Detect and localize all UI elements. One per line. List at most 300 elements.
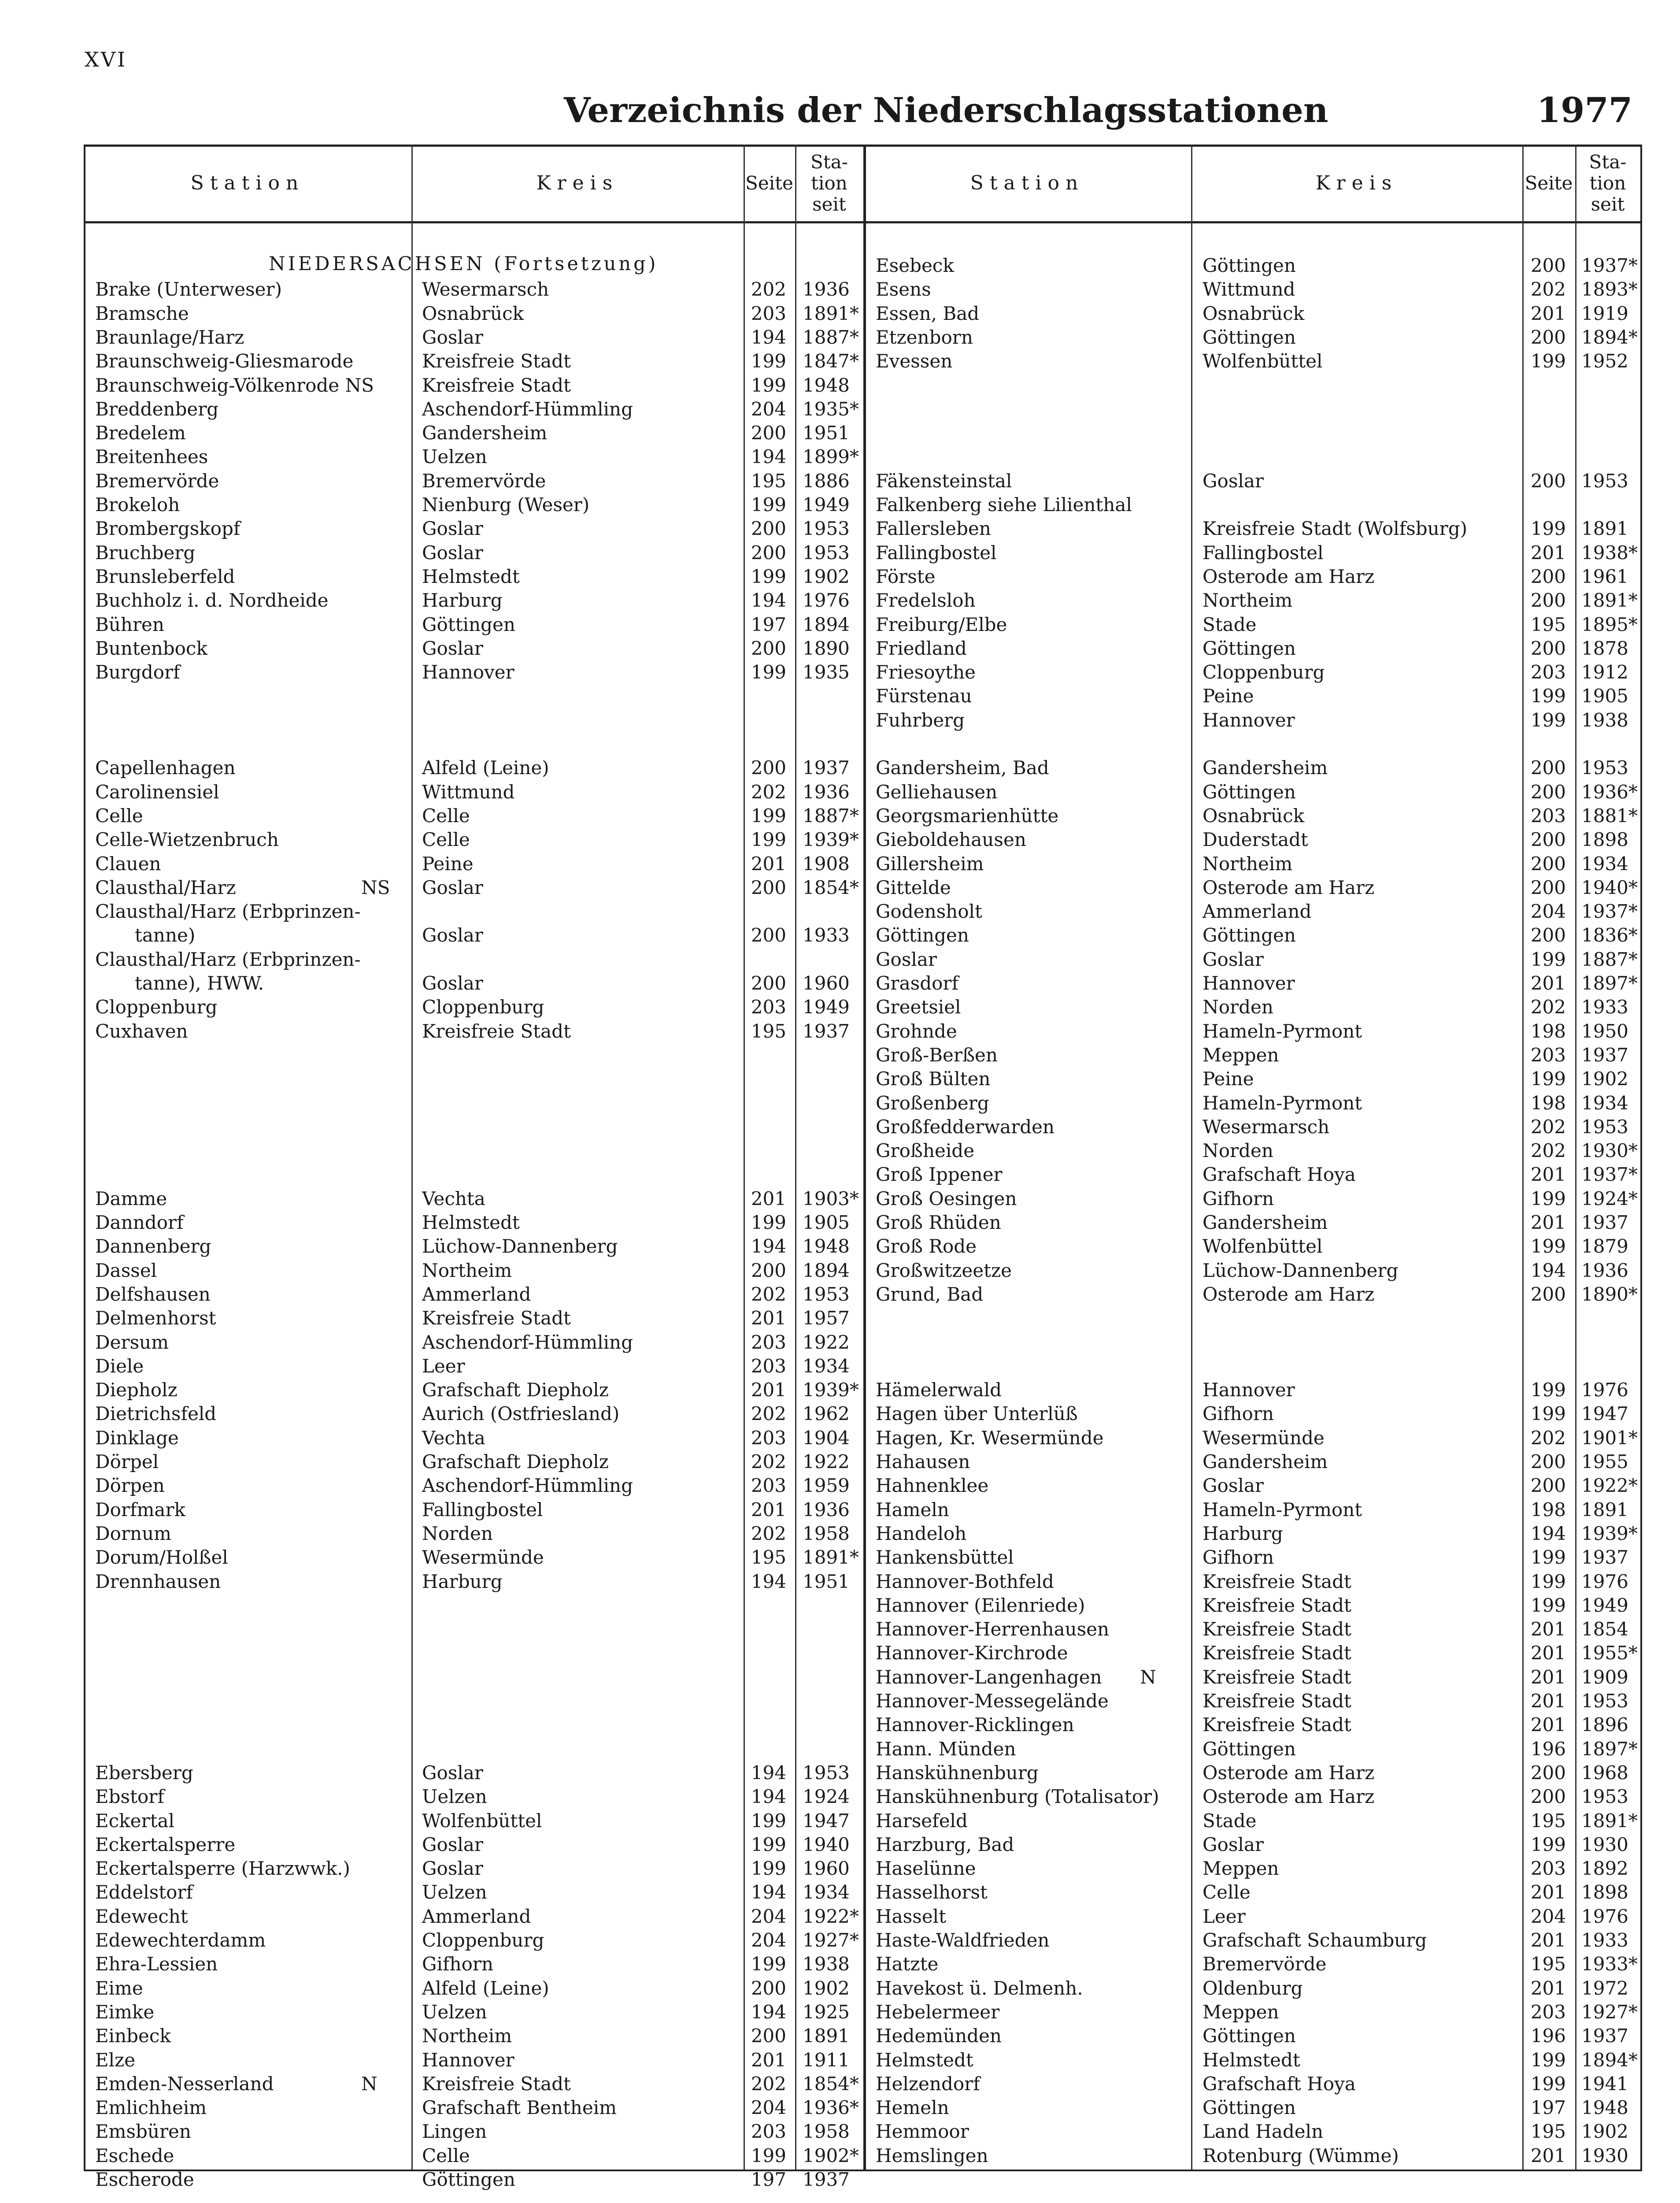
kreis-name: Kreisfreie Stadt [1203,1666,1351,1688]
station-name: Göttingen [876,924,969,946]
seite-number: 201 [1530,1618,1566,1640]
kreis-name: Wesermarsch [422,278,549,300]
station-name: Fredelsloh [876,590,976,612]
station-since: 1959 [803,1475,850,1497]
station-since: 1949 [803,494,850,516]
kreis-name: Hannover [1203,972,1295,994]
station-since: 1909 [1581,1666,1628,1688]
kreis-name: Northeim [1203,590,1293,612]
station-name: Delmenhorst [95,1307,216,1329]
seite-number: 195 [1530,2121,1566,2143]
station-since: 1933* [1581,1953,1638,1975]
table-row [0,1713,1680,1737]
seite-number: 199 [751,494,786,516]
seite-number: 199 [1530,2073,1566,2095]
table-row [0,1450,1680,1474]
page-number: XVI [85,48,127,71]
station-since: 1922 [803,1331,850,1353]
seite-number: 202 [751,1451,786,1472]
station-name: Hannover-Langenhagen [876,1666,1102,1688]
table-row [0,708,1680,732]
station-since: 1953 [1581,1116,1628,1138]
table-row [0,1594,1680,1617]
table-row [0,876,1680,900]
kreis-name: Osterode am Harz [1203,1283,1375,1305]
seite-number: 195 [1530,613,1566,635]
seite-number: 204 [751,398,786,420]
seite-number: 194 [1530,1259,1566,1281]
table-row [0,1163,1680,1187]
station-since: 1949 [803,996,850,1018]
station-since: 1953 [1581,1690,1628,1712]
station-name: Großheide [876,1140,975,1162]
kreis-name: Göttingen [422,2169,515,2190]
station-since: 1953 [1581,1786,1628,1808]
seite-number: 201 [1530,1690,1566,1712]
table-row [0,948,1680,972]
station-name: Diele [95,1355,144,1377]
station-name: Friedland [876,637,967,659]
kreis-name: Oldenburg [1203,1977,1303,1999]
station-since: 1955* [1581,1642,1638,1664]
station-name: Ehra-Lessien [95,1953,218,1975]
table-row [0,1067,1680,1091]
table-row [0,2144,1680,2168]
seite-number: 200 [751,422,786,444]
station-since: 1936 [803,781,850,803]
kreis-name: Hannover [422,2049,514,2071]
station-name: Hämelerwald [876,1379,1002,1401]
station-since: 1948 [803,1235,850,1257]
seite-number: 204 [1530,901,1566,923]
kreis-name: Goslar [1203,1475,1264,1497]
seite-number: 201 [751,1187,786,1209]
table-row [0,1665,1680,1689]
table-row [0,1331,1680,1354]
station-name: Grohnde [876,1020,957,1042]
seite-number: 194 [751,1570,786,1592]
kreis-name: Kreisfreie Stadt [1203,1570,1351,1592]
station-name: Harsefeld [876,1810,968,1832]
table-row [0,1737,1680,1761]
kreis-name: Goslar [422,326,483,348]
kreis-name: Cloppenburg [1203,661,1325,683]
station-name: Dietrichsfeld [95,1403,217,1425]
station-name: Etzenborn [876,326,973,348]
station-since: 1960 [803,972,850,994]
seite-number: 200 [751,1259,786,1281]
station-since: 1924* [1581,1187,1638,1209]
seite-number: 194 [751,446,786,468]
kreis-name: Wesermünde [1203,1427,1325,1449]
kreis-name: Peine [1203,1068,1254,1090]
header-seite: Seite [745,172,793,194]
station-name: Clausthal/Harz (Erbprinzen- [95,948,361,970]
table-row [0,589,1680,612]
station-since: 1922 [803,1451,850,1472]
station-name: Gittelde [876,876,951,898]
seite-number: 203 [751,1355,786,1377]
station-name: Celle [95,805,143,827]
seite-number: 200 [1530,470,1566,492]
kreis-name: Rotenburg (Wümme) [1203,2144,1399,2166]
station-name: Gandersheim, Bad [876,757,1049,779]
station-name: Haselünne [876,1858,976,1880]
seite-number: 201 [1530,1642,1566,1664]
kreis-name: Goslar [422,1833,483,1855]
kreis-name: Duderstadt [1203,829,1308,851]
kreis-name: Alfeld (Leine) [422,1977,549,1999]
station-since: 1901* [1581,1427,1638,1449]
station-since: 1887* [1581,948,1638,970]
header-station: Station [970,172,1084,194]
station-since: 1941 [1581,2073,1628,2095]
station-name: Clausthal/Harz (Erbprinzen- [95,901,361,923]
header-station-seit: Sta- tion seit [810,151,848,215]
station-name: Dörpen [95,1475,165,1497]
table-row [0,2024,1680,2048]
station-name: Friesoythe [876,661,976,683]
seite-number: 199 [1530,2049,1566,2071]
station-since: 1911 [803,2049,850,2071]
seite-number: 199 [751,805,786,827]
station-name: Havekost ü. Delmenh. [876,1977,1083,1999]
seite-number: 199 [1530,350,1566,372]
kreis-name: Goslar [422,876,483,898]
kreis-name: Vechta [422,1187,485,1209]
station-since: 1939* [1581,1522,1638,1544]
station-name: Hannover-Bothfeld [876,1570,1054,1592]
station-since: 1933 [1581,996,1628,1018]
table-row [0,1235,1680,1258]
station-name: Eddelstorf [95,1881,193,1903]
kreis-name: Harburg [422,590,503,612]
station-name: Clausthal/Harz [95,876,236,898]
station-name: Hedemünden [876,2025,1002,2047]
seite-number: 195 [1530,1953,1566,1975]
station-since: 1937* [1581,1164,1638,1186]
station-since: 1854* [803,2073,859,2095]
station-since: 1854* [803,876,859,898]
station-name: Capellenhagen [95,757,236,779]
station-since: 1950 [1581,1020,1628,1042]
kreis-name: Osterode am Harz [1203,876,1375,898]
kreis-name: Leer [1203,1905,1246,1927]
kreis-name: Ammerland [422,1283,531,1305]
table-row [0,374,1680,397]
table-row [0,1020,1680,1043]
seite-number: 203 [1530,661,1566,683]
kreis-name: Hameln-Pyrmont [1203,1498,1362,1521]
station-since: 1935 [803,661,850,683]
kreis-name: Göttingen [1203,2025,1296,2047]
station-name: Hahausen [876,1451,970,1472]
station-since: 1933 [1581,1929,1628,1951]
station-name: Damme [95,1187,167,1209]
station-name: Hann. Münden [876,1738,1016,1760]
seite-number: 200 [1530,1762,1566,1784]
station-name: Edewecht [95,1905,188,1927]
station-name: Helzendorf [876,2073,980,2095]
station-name: Eime [95,1977,143,1999]
table-row [0,900,1680,923]
table-row [0,2096,1680,2120]
kreis-name: Lüchow-Dannenberg [1203,1259,1399,1281]
station-name: Eckertalsperre (Harzwwk.) [95,1858,350,1880]
kreis-name: Uelzen [422,446,487,468]
station-since: 1962 [803,1403,850,1425]
table-row [0,780,1680,804]
station-since: 1930* [1581,1140,1638,1162]
seite-number: 201 [1530,541,1566,564]
seite-number: 201 [751,1498,786,1521]
station-since: 1898 [1581,829,1628,851]
seite-number: 200 [1530,1283,1566,1305]
kreis-name: Grafschaft Schaumburg [1203,1929,1427,1951]
station-since: 1952 [1581,350,1628,372]
station-name: Dorfmark [95,1498,185,1521]
station-since: 1891* [803,1547,859,1569]
station-since: 1949 [1581,1594,1628,1616]
seite-number: 203 [751,2121,786,2143]
kreis-name: Bremervörde [1203,1953,1327,1975]
kreis-name: Gandersheim [1203,1212,1328,1233]
station-since: 1957 [803,1307,850,1329]
kreis-name: Fallingbostel [422,1498,543,1521]
station-name: Hannover (Eilenriede) [876,1594,1085,1616]
seite-number: 202 [751,1283,786,1305]
seite-number: 200 [1530,326,1566,348]
kreis-name: Grafschaft Diepholz [422,1451,609,1472]
network-tag: N [1140,1666,1156,1688]
seite-number: 195 [1530,1810,1566,1832]
station-since: 1899* [803,446,859,468]
kreis-name: Celle [422,2144,470,2166]
header-seite: Seite [1525,172,1573,194]
kreis-name: Helmstedt [422,1212,520,1233]
table-row [0,923,1680,947]
seite-number: 200 [1530,590,1566,612]
seite-number: 200 [1530,924,1566,946]
station-name: Helmstedt [876,2049,973,2071]
station-name: tanne), HWW. [135,972,264,994]
table-row [0,1091,1680,1115]
kreis-name: Meppen [1203,1044,1279,1066]
header-bottom-rule [84,221,1640,223]
seite-number: 197 [751,613,786,635]
station-since: 1892 [1581,1858,1628,1880]
kreis-name: Meppen [1203,1858,1279,1880]
seite-number: 200 [751,2025,786,2047]
kreis-name: Kreisfreie Stadt [1203,1618,1351,1640]
kreis-name: Gandersheim [422,422,548,444]
kreis-name: Gifhorn [1203,1403,1274,1425]
station-since: 1940* [1581,876,1638,898]
station-since: 1902 [1581,1068,1628,1090]
table-row [0,1259,1680,1283]
seite-number: 201 [1530,1212,1566,1233]
seite-number: 194 [751,2001,786,2023]
table-row [0,469,1680,493]
station-name: Essen, Bad [876,302,980,324]
seite-number: 201 [751,853,786,875]
kreis-name: Kreisfreie Stadt [422,374,571,396]
page-title: Verzeichnis der Niederschlagsstationen [564,90,1328,130]
page-year: 1977 [1536,90,1632,130]
kreis-name: Kreisfreie Stadt [1203,1690,1351,1712]
station-name: Gelliehausen [876,781,998,803]
station-name: tanne) [135,924,196,946]
station-since: 1936 [803,278,850,300]
seite-number: 196 [1530,2025,1566,2047]
station-name: Großwitzeetze [876,1259,1012,1281]
station-since: 1934 [1581,1092,1628,1114]
seite-number: 199 [751,350,786,372]
seite-number: 195 [751,1020,786,1042]
kreis-name: Goslar [422,1762,483,1784]
station-name: Fallingbostel [876,541,997,564]
seite-number: 195 [751,470,786,492]
seite-number: 200 [1530,853,1566,875]
station-since: 1961 [1581,565,1628,587]
table-row [0,1211,1680,1235]
table-row [0,1617,1680,1641]
table-row [0,1905,1680,1929]
kreis-name: Helmstedt [422,565,520,587]
station-since: 1938* [1581,541,1638,564]
table-row [0,1785,1680,1809]
station-since: 1968 [1581,1762,1628,1784]
kreis-name: Goslar [1203,948,1264,970]
seite-number: 194 [751,590,786,612]
seite-number: 200 [1530,1451,1566,1472]
station-since: 1939* [803,1379,859,1401]
table-row [0,1283,1680,1306]
station-name: Escherode [95,2169,194,2190]
station-name: Hemmoor [876,2121,969,2143]
station-name: Dinklage [95,1427,179,1449]
seite-number: 201 [1530,302,1566,324]
station-name: Fäkensteinstal [876,470,1012,492]
seite-number: 200 [751,757,786,779]
station-name: Braunschweig-Gliesmarode [95,350,354,372]
table-row [0,1378,1680,1402]
table-row [0,1546,1680,1569]
seite-number: 204 [751,2097,786,2119]
seite-number: 199 [751,1810,786,1832]
kreis-name: Osterode am Harz [1203,565,1375,587]
station-name: Dorum/Holßel [95,1547,228,1569]
seite-number: 199 [1530,1235,1566,1257]
kreis-name: Goslar [422,541,483,564]
seite-number: 200 [751,1977,786,1999]
station-name: Grund, Bad [876,1283,984,1305]
seite-number: 199 [1530,1403,1566,1425]
kreis-name: Bremervörde [422,470,546,492]
station-since: 1955 [1581,1451,1628,1472]
kreis-name: Wolfenbüttel [1203,350,1323,372]
station-since: 1836* [1581,924,1638,946]
seite-number: 195 [751,1547,786,1569]
seite-number: 200 [751,876,786,898]
station-since: 1947 [1581,1403,1628,1425]
kreis-name: Norden [1203,1140,1273,1162]
kreis-name: Aschendorf-Hümmling [422,1475,633,1497]
kreis-name: Wittmund [422,781,515,803]
station-name: Braunschweig-Völkenrode NS [95,374,374,396]
station-name: Breitenhees [95,446,208,468]
station-name: Groß Rhüden [876,1212,1001,1233]
station-since: 1895* [1581,613,1638,635]
seite-number: 201 [1530,1714,1566,1736]
station-since: 1902* [803,2144,859,2166]
kreis-name: Northeim [422,2025,512,2047]
seite-number: 199 [1530,709,1566,731]
kreis-name: Göttingen [1203,1738,1296,1760]
seite-number: 200 [1530,1786,1566,1808]
station-since: 1919 [1581,302,1628,324]
table-row [0,1929,1680,1952]
station-since: 1893* [1581,278,1638,300]
table-row [0,493,1680,517]
station-name: Dornum [95,1522,171,1544]
station-name: Hebelermeer [876,2001,1000,2023]
network-tag: N [361,2073,377,2095]
station-name: Danndorf [95,1212,184,1233]
station-name: Clauen [95,853,161,875]
station-since: 1936* [803,2097,859,2119]
table-row [0,278,1680,301]
station-since: 1936 [803,1498,850,1521]
seite-number: 197 [751,2169,786,2190]
seite-number: 202 [751,781,786,803]
table-row [0,2000,1680,2024]
station-since: 1951 [803,422,850,444]
kreis-name: Osterode am Harz [1203,1786,1375,1808]
station-name: Hasselt [876,1905,946,1927]
station-since: 1953 [803,518,850,540]
station-since: 1936 [1581,1259,1628,1281]
station-name: Bremervörde [95,470,219,492]
seite-number: 202 [751,1403,786,1425]
station-name: Dersum [95,1331,169,1353]
station-name: Drennhausen [95,1570,221,1592]
kreis-name: Göttingen [1203,255,1296,276]
table-row [0,828,1680,852]
seite-number: 199 [1530,1187,1566,1209]
station-since: 1905 [1581,685,1628,707]
kreis-name: Kreisfreie Stadt (Wolfsburg) [1203,518,1468,540]
station-since: 1878 [1581,637,1628,659]
station-name: Carolinensiel [95,781,219,803]
table-row [0,1115,1680,1139]
seite-number: 199 [751,565,786,587]
station-since: 1890 [803,637,850,659]
seite-number: 204 [751,1905,786,1927]
station-name: Esens [876,278,931,300]
kreis-name: Kreisfreie Stadt [1203,1594,1351,1616]
kreis-name: Northeim [1203,853,1293,875]
kreis-name: Goslar [422,972,483,994]
kreis-name: Uelzen [422,1881,487,1903]
kreis-name: Kreisfreie Stadt [422,350,571,372]
station-name: Hannover-Messegelände [876,1690,1109,1712]
table-row [0,1402,1680,1426]
kreis-name: Kreisfreie Stadt [1203,1714,1351,1736]
seite-number: 199 [751,2144,786,2166]
station-since: 1922* [803,1905,859,1927]
station-since: 1930 [1581,2144,1628,2166]
